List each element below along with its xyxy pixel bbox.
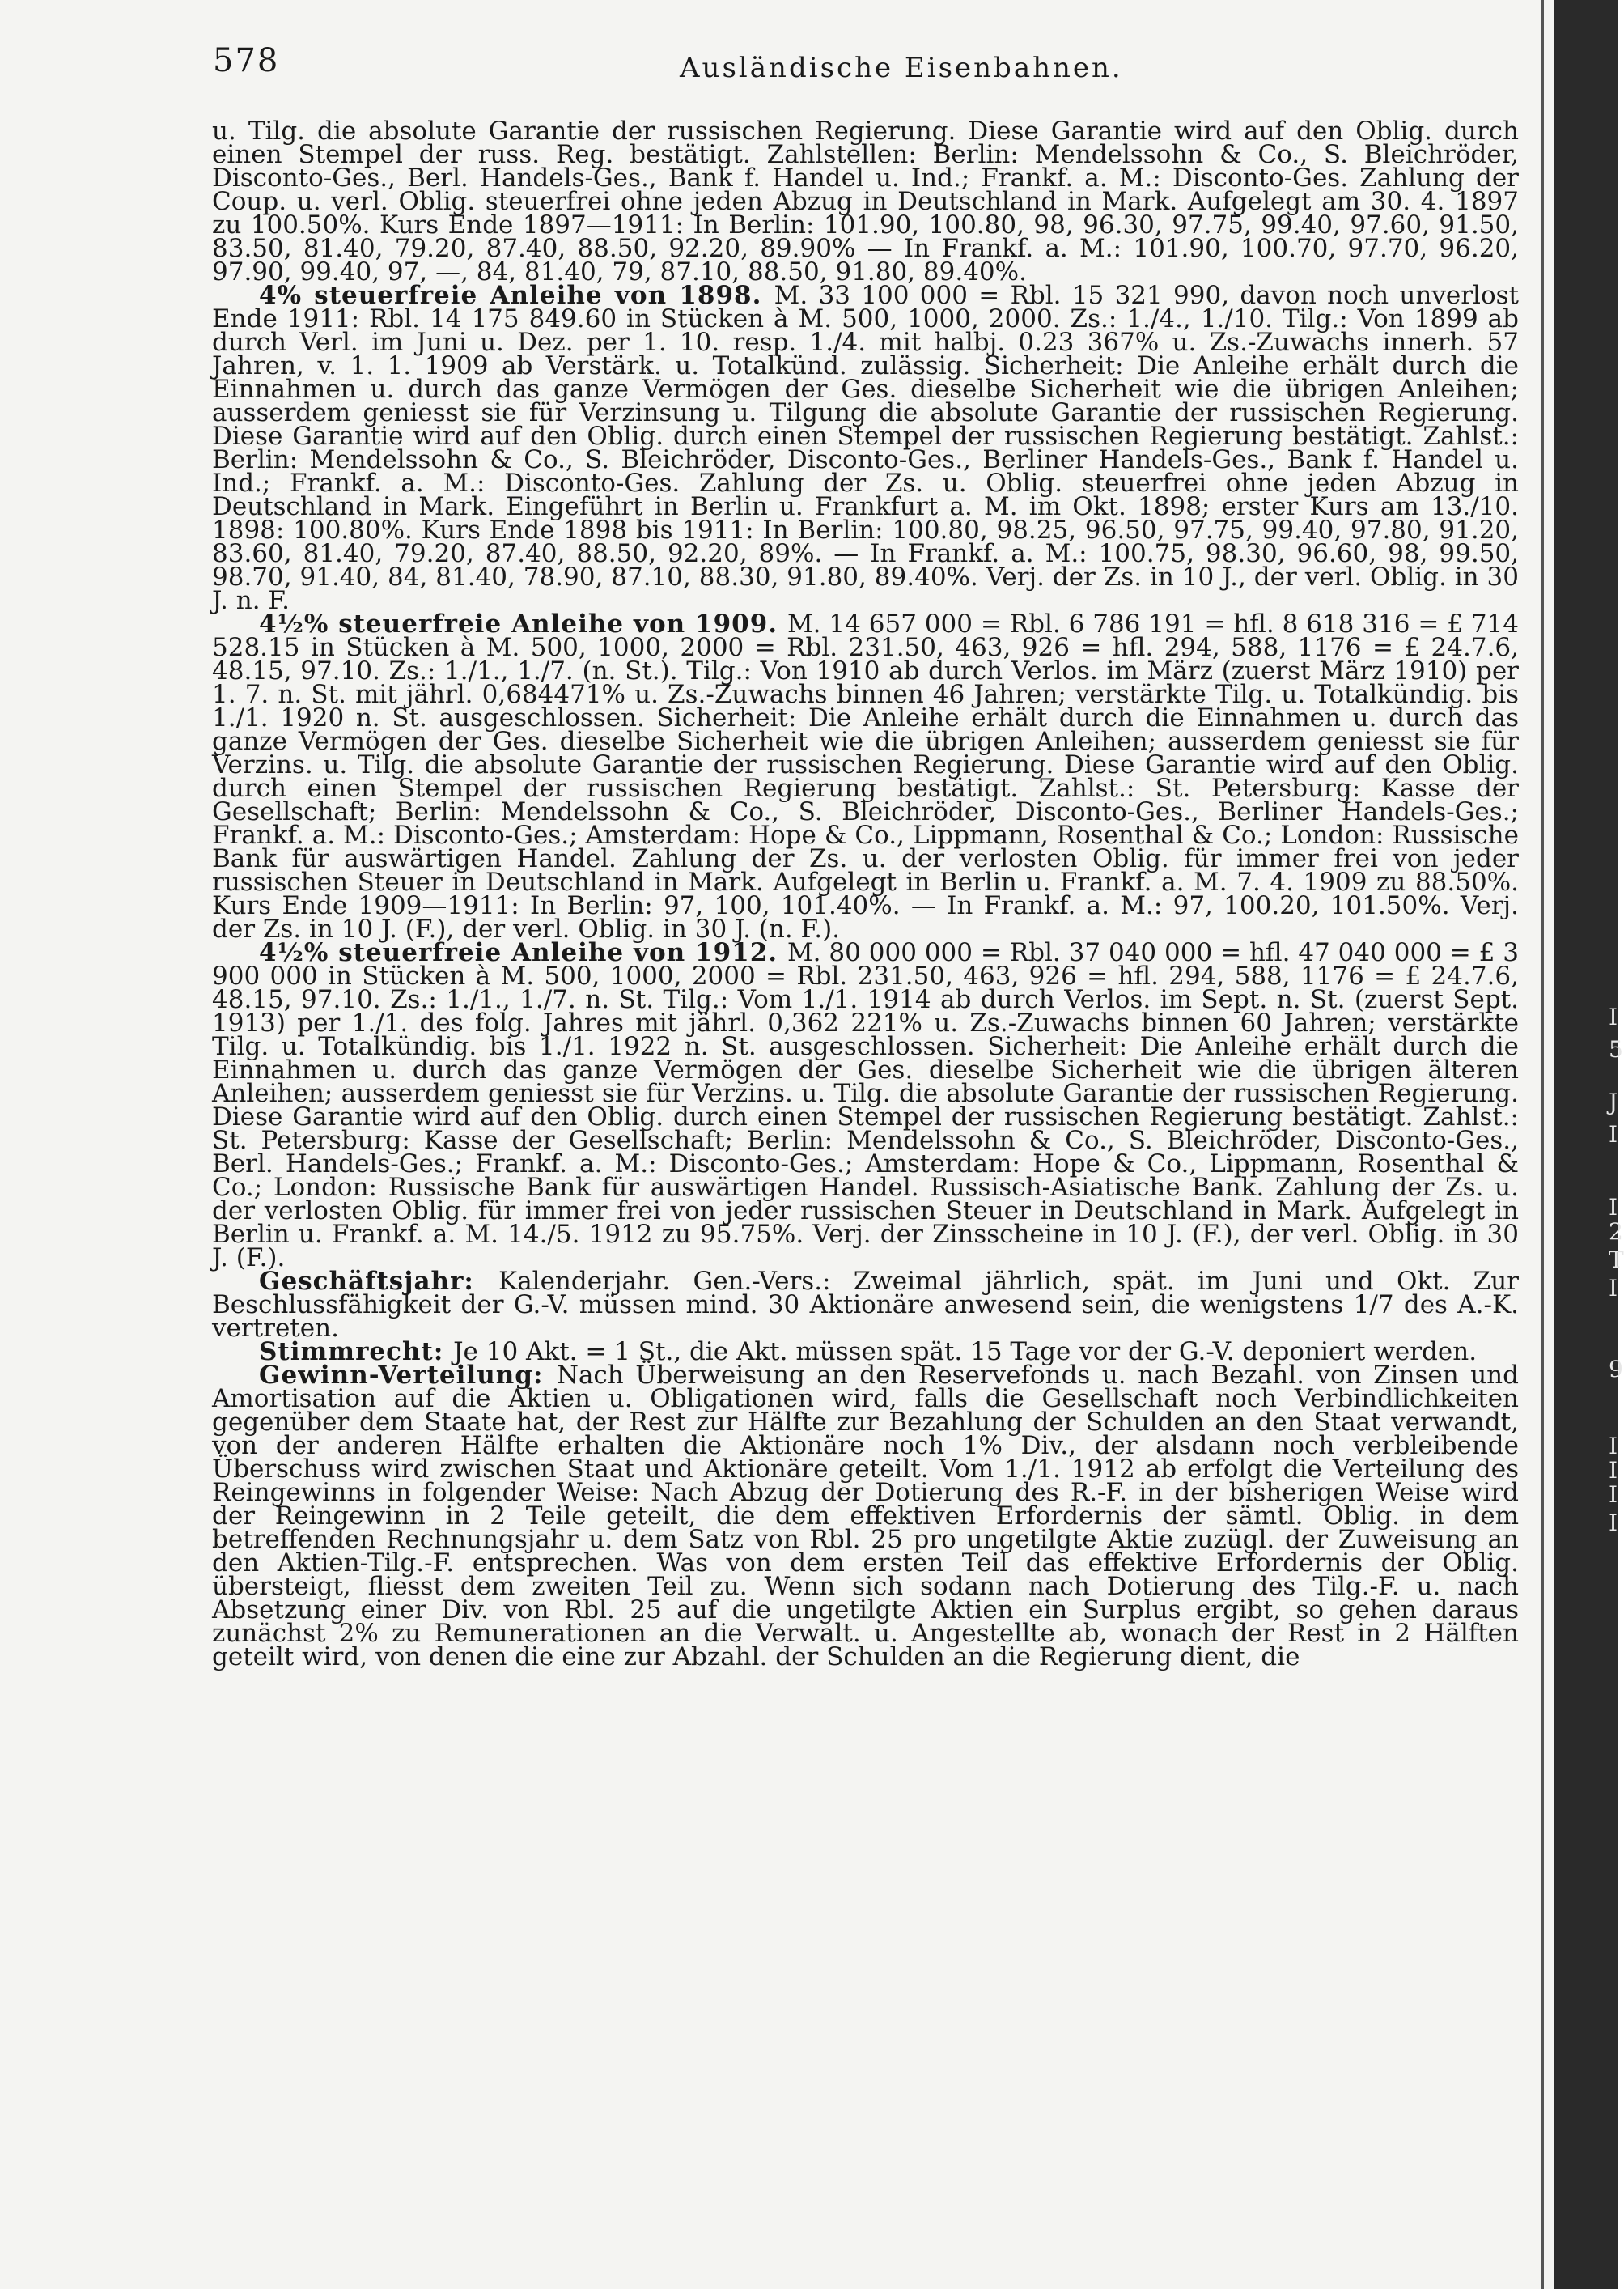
margin-letter: J: [1609, 1089, 1618, 1115]
margin-letter: T: [1609, 1246, 1624, 1273]
margin-letter: I: [1609, 1433, 1618, 1459]
paragraph-text: M. 14 657 000 = Rbl. 6 786 191 = hfl. 8 618 316 = £ 714 528.15 in Stücken à M. 500, 1000, 2000 = Rbl. 231.50, 463, 926 = hfl. 294, 588, 1176 = £ 24.7.6, 48.15, 97.10. Zs.: 1./1., 1./7. (n. St.). Tilg.: Von 1910 ab durch Verlos. im März (zuerst März 1910) per 1. 7. n. St. mit jährl. 0,684471% u. Zs.-Zuwachs binnen 46 Jahren; verstärkte Tilg. u. Totalkündig. bis 1./1. 1920 n. St. ausgeschlossen. Sicherheit: Die Anleihe erhält durch die Einnahmen u. durch das ganze Vermögen der Ges. dieselbe Sicherheit wie die übrigen Anleihen; ausserdem geniesst sie für Verzins. u. Tilg. die absolute Garantie der russischen Regierung. Diese Garantie wird auf den Oblig. durch einen Stempel der russischen Regierung bestätigt. Zahlst.: St. Petersburg: Kasse der Gesellschaft; Berlin: Mendelssohn & Co., S. Bleichröder, Disconto-Ges., Berliner Handels-Ges.; Frankf. a. M.: Disconto-Ges.; Amsterdam: Hope & Co., Lippmann, Rosenthal & Co.; London: Russische Bank für auswärtigen Handel. Zahlung der Zs. u. der verlosten Oblig. für immer frei von jeder russischen Steuer in Deutschland in Mark. Aufgelegt in Berlin u. Frankf. a. M. 7. 4. 1909 zu 88.50%. Kurs Ende 1909—1911: In Berlin: 97, 100, 101.40%. — In Frankf. a. M.: 97, 100.20, 101.50%. Verj. der Zs. in 10 J. (F.), der verl. Oblig. in 30 J. (n. F.).: [212, 609, 1520, 944]
paragraph-heading: 4½% steuerfreie Anleihe von 1912.: [259, 938, 787, 967]
paragraph-text: M. 80 000 000 = Rbl. 37 040 000 = hfl. 47 040 000 = £ 3 900 000 in Stücken à M. 500, 1000, 2000 = Rbl. 231.50, 463, 926 = hfl. 294, 588, 1176 = £ 24.7.6, 48.15, 97.10. Zs.: 1./1., 1./7. n. St. Tilg.: Vom 1./1. 1914 ab durch Verlos. im Sept. n. St. (zuerst Sept. 1913) per 1./1. des folg. Jahres mit jährl. 0,362 221% u. Zs.-Zuwachs binnen 60 Jahren; verstärkte Tilg. u. Totalkündig. bis 1./1. 1922 n. St. ausgeschlossen. Sicherheit: Die Anleihe erhält durch die Einnahmen u. durch das ganze Vermögen der Ges. dieselbe Sicherheit wie die übrigen älteren Anleihen; ausserdem geniesst sie für Verzins. u. Tilg. die absolute Garantie der russischen Regierung. Diese Garantie wird auf den Oblig. durch einen Stempel der russischen Regierung bestätigt. Zahlst.: St. Petersburg: Kasse der Gesellschaft; Berlin: Mendelssohn & Co., S. Bleichröder, Disconto-Ges., Berl. Handels-Ges.; Frankf. a. M.: Disconto-Ges.; Amsterdam: Hope & Co., Lippmann, Rosenthal & Co.; London: Russische Bank für auswärtigen Handel. Russisch-Asiatische Bank. Zahlung der Zs. u. der verlosten Oblig. für immer frei von jeder russischen Steuer in Deutschland in Mark. Aufgelegt in Berlin u. Frankf. a. M. 14./5. 1912 zu 95.75%. Verj. der Zinsscheine in 10 J. (F.), der verl. Oblig. in 30 J. (F.).: [212, 938, 1520, 1272]
running-title: Ausländische Eisenbahnen.: [680, 52, 1123, 84]
paragraph-heading: 4% steuerfreie Anleihe von 1898.: [259, 281, 774, 310]
paragraph-heading: Stimmrecht:: [259, 1337, 454, 1366]
page-number: 578: [213, 42, 280, 79]
body-text: [212, 117, 1520, 1671]
paragraph-profit-distribution: [212, 1361, 1519, 1671]
margin-letter: I: [1609, 1121, 1618, 1148]
paragraph-loan-1909: [212, 609, 1520, 944]
paragraph-heading: 4½% steuerfreie Anleihe von 1909.: [259, 609, 787, 639]
margin-letter: I: [1609, 1457, 1618, 1484]
paragraph-guarantee-continued: [212, 117, 1519, 287]
margin-letter: 9: [1609, 1356, 1623, 1382]
paragraph-loan-1898: [212, 281, 1519, 615]
paragraph-loan-1912: [212, 938, 1520, 1272]
margin-letter: I: [1609, 1194, 1618, 1221]
paragraph-text: Je 10 Akt. = 1 St., die Akt. müssen spät. 15 Tage vor der G.-V. deponiert werden.: [453, 1337, 1478, 1366]
paragraph-heading: Gewinn-Verteilung:: [259, 1361, 557, 1390]
margin-letter: 2: [1609, 1218, 1623, 1245]
margin-letter: I: [1609, 1510, 1618, 1536]
margin-letter: I: [1609, 1004, 1618, 1030]
margin-letter: I: [1609, 1275, 1618, 1302]
paragraph-text: M. 33 100 000 = Rbl. 15 321 990, davon noch unverlost Ende 1911: Rbl. 14 175 849.60 in Stücken à M. 500, 1000, 2000. Zs.: 1./4., 1./10. Tilg.: Von 1899 ab durch Verl. im Juni u. Dez. per 1. 10. resp. 1./4. mit halbj. 0.23 367% u. Zs.-Zuwachs innerh. 57 Jahren, v. 1. 1. 1909 ab Verstärk. u. Totalkünd. zulässig. Sicherheit: Die Anleihe erhält durch die Einnahmen u. durch das ganze Vermögen der Ges. dieselbe Sicherheit wie die übrigen Anleihen; ausserdem geniesst sie für Verzinsung u. Tilgung die absolute Garantie der russischen Regierung. Diese Garantie wird auf den Oblig. durch einen Stempel der russischen Regierung bestätigt. Zahlst.: Berlin: Mendelssohn & Co., S. Bleichröder, Disconto-Ges., Berliner Handels-Ges., Bank f. Handel u. Ind.; Frankf. a. M.: Disconto-Ges. Zahlung der Zs. u. Oblig. steuerfrei ohne jeden Abzug in Deutschland in Mark. Eingeführt in Berlin u. Frankfurt a. M. im Okt. 1898; erster Kurs am 13./10. 1898: 100.80%. Kurs Ende 1898 bis 1911: In Berlin: 100.80, 98.25, 96.50, 97.75, 99.40, 97.80, 91.20, 83.60, 81.40, 79.20, 87.40, 88.50, 92.20, 89%. — In Frankf. a. M.: 100.75, 98.30, 96.60, 98, 99.50, 98.70, 91.40, 84, 81.40, 78.90, 87.10, 88.30, 91.80, 89.40%. Verj. der Zs. in 10 J., der verl. Oblig. in 30 J. n. F.: [212, 281, 1519, 615]
paragraph-text: Nach Überweisung an den Reservefonds u. nach Bezahl. von Zinsen und Amortisation auf die Aktien u. Obligationen wird, falls die Gesellschaft noch Verbindlichkeiten gegenüber dem Staate hat, der Rest zur Hälfte zur Bezahlung der Schulden an den Staat verwandt, von der anderen Hälfte erhalten die Aktionäre noch 1% Div., der alsdann noch verbleibende Überschuss wird zwischen Staat und Aktionäre geteilt. Vom 1./1. 1912 ab erfolgt die Verteilung des Reingewinns in folgender Weise: Nach Abzug der Dotierung des R.-F. in der bisherigen Weise wird der Reingewinn in 2 Teile geteilt, die dem effektiven Erfordernis der sämtl. Oblig. in dem betreffenden Rechnungsjahr u. dem Satz von Rbl. 25 pro ungetilgte Aktie zuzügl. der Zuweisung an den Aktien-Tilg.-F. entsprechen. Was von dem ersten Teil das effektive Erfordernis der Oblig. übersteigt, fliesst dem zweiten Teil zu. Wenn sich sodann nach Dotierung des Tilg.-F. u. nach Absetzung einer Div. von Rbl. 25 auf die ungetilgte Aktien ein Surplus ergibt, so gehen daraus zunächst 2% zu Remunerationen an die Verwalt. u. Angestellte ab, wonach der Rest in 2 Hälften geteilt wird, von denen die eine zur Abzahl. der Schulden an die Regierung dient, die: [212, 1361, 1519, 1671]
right-margin-fragments: [1609, 0, 1624, 2289]
paragraph-text: Kalenderjahr. Gen.-Vers.: Zweimal jährlich, spät. im Juni und Okt. Zur Beschlussfähigkeit der G.-V. müssen mind. 30 Aktionäre anwesend sein, die wenigstens 1/7 des A.-K. vertreten.: [212, 1267, 1519, 1343]
page-edge-line: [1541, 0, 1544, 2289]
paragraph-text: u. Tilg. die absolute Garantie der russischen Regierung. Diese Garantie wird auf den Oblig. durch einen Stempel der russ. Reg. bestätigt. Zahlstellen: Berlin: Mendelssohn & Co., S. Bleichröder, Disconto-Ges., Berl. Handels-Ges., Bank f. Handel u. Ind.; Frankf. a. M.: Disconto-Ges. Zahlung der Coup. u. verl. Oblig. steuerfrei ohne jeden Abzug in Deutschland in Mark. Aufgelegt am 30. 4. 1897 zu 100.50%. Kurs Ende 1897—1911: In Berlin: 101.90, 100.80, 98, 96.30, 97.75, 99.40, 97.60, 91.50, 83.50, 81.40, 79.20, 87.40, 88.50, 92.20, 89.90% — In Frankf. a. M.: 101.90, 100.70, 97.70, 96.20, 97.90, 99.40, 97, —, 84, 81.40, 79, 87.10, 88.50, 91.80, 89.40%.: [212, 117, 1519, 287]
margin-letter: 5: [1609, 1036, 1623, 1063]
paragraph-fiscal-year: [212, 1267, 1519, 1343]
margin-letter: I: [1609, 1481, 1618, 1508]
paragraph-heading: Geschäftsjahr:: [259, 1267, 499, 1296]
